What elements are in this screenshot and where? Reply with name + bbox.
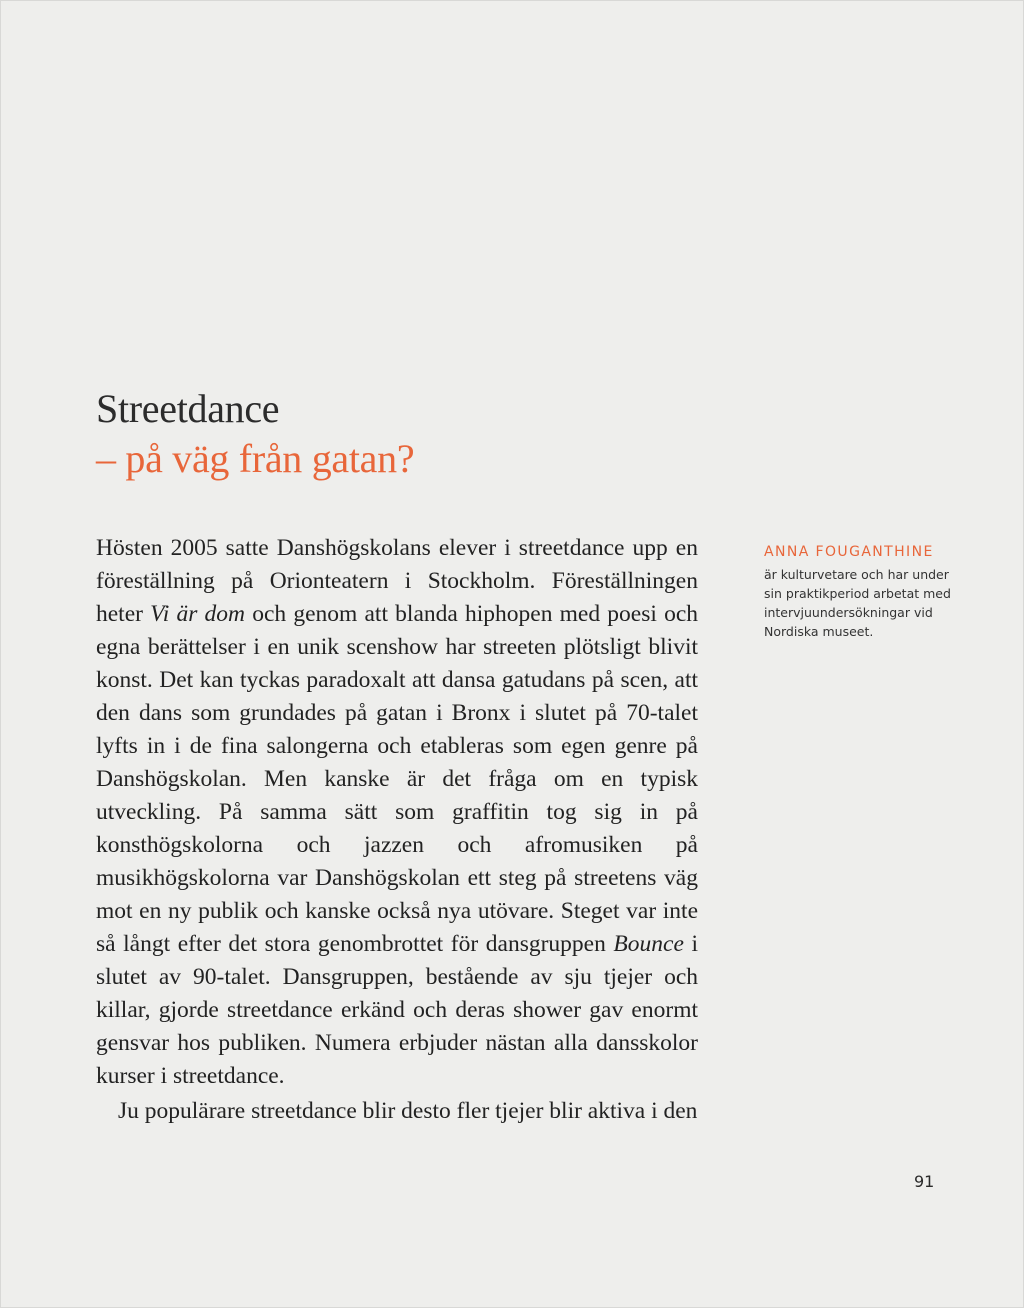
title-subtitle: – på väg från gatan? xyxy=(96,436,415,481)
author-bio: är kulturvetare och har under sin praktikperiod arbetat med intervjuundersökningar vid Nordiska museet. xyxy=(764,567,951,639)
group-name-bounce: Bounce xyxy=(613,931,684,957)
author-sidebar xyxy=(764,542,964,641)
body-paragraph xyxy=(96,532,698,1093)
article-body xyxy=(96,532,698,1128)
paragraph-segment: och genom att blanda hiphopen med poesi och egna berättelser i en unik scenshow har streeten plötsligt blivit konst. Det kan tyckas paradoxalt att dansa gatudans på scen, att den dans som grundades på gatan i Bronx i slutet på 70-talet lyfts in i de fina salongerna och etableras som egen genre på Danshögskolan. Men kanske är det fråga om en typisk utveckling. På samma sätt som graffitin tog sig in på konsthögskolorna och jazzen och afromusiken på musikhögskolorna var Danshögskolan ett steg på streetens väg mot en ny publik och kanske också nya utövare. Steget var inte så långt efter det stora genombrottet för dansgruppen xyxy=(96,601,698,957)
article-title xyxy=(96,384,696,484)
work-title-vi-ar-dom: Vi är dom xyxy=(150,601,246,627)
title-main: Streetdance xyxy=(96,386,280,431)
page-number: 91 xyxy=(914,1172,935,1191)
author-name: ANNA FOUGANTHINE xyxy=(764,544,934,560)
body-paragraph: Ju populärare streetdance blir desto fler tjejer blir aktiva i den xyxy=(118,1098,698,1124)
paragraph-segment: Hösten 2005 satte Danshögskolans elever i streetdance upp en föreställning på Orionteatern i Stockholm. Föreställningen heter xyxy=(96,535,698,627)
paragraph-segment: i slutet av 90-talet. Dansgruppen, bestående av sju tjejer och killar, gjorde streetdance erkänd och deras shower gav enormt gensvar hos publiken. Numera erbjuder nästan alla dansskolor kurser i streetdance. xyxy=(96,931,698,1089)
